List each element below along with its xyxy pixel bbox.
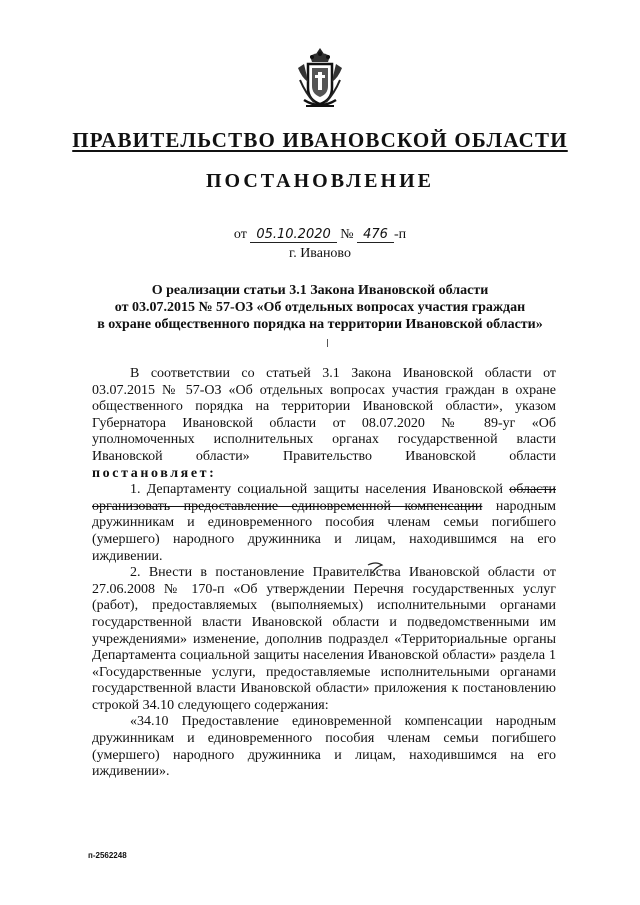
pen-tick <box>327 339 328 347</box>
number-value: 476 <box>357 227 394 243</box>
document-subject <box>0 282 640 333</box>
item-1-start: 1. Департаменту социальной защиты населения Ивановской <box>130 482 503 498</box>
subject-line-1: О реализации статьи 3.1 Закона Ивановской области <box>151 283 489 298</box>
preamble-paragraph <box>92 366 556 482</box>
footer-code: п-2562248 <box>88 851 127 860</box>
date-value: 05.10.2020 <box>250 227 336 243</box>
resolves-word: постановляет: <box>92 465 217 481</box>
document-type: ПОСТАНОВЛЕНИЕ <box>206 170 434 192</box>
date-prefix: от <box>233 227 247 242</box>
quote-paragraph: «34.10 Предоставление единовременной компенсации народным дружинникам и единовременного пособия членам семьи погибшего (умершего) народного дружинника и лицам, находившимся на его иждивении». <box>92 714 556 780</box>
city: г. Иваново <box>289 246 351 261</box>
subject-line-2: от 03.07.2015 № 57-ОЗ «Об отдельных вопросах участия граждан <box>114 300 526 315</box>
item-1-paragraph <box>92 482 556 565</box>
preamble-text: В соответствии со статьей 3.1 Закона Ивановской области от 03.07.2015 № 57-ОЗ «Об отдельных вопросах участия граждан в охране общественного порядка на территории Ивановской области», указом Губернатора Ивановской области от 08.07.2020 № 89-уг «Об уполномоченных исполнительных органах государственной власти Ивановской области» Правительство Ивановской области <box>92 366 556 464</box>
number-suffix: -п <box>393 227 407 242</box>
document-body <box>92 366 556 781</box>
number-sign: № <box>340 227 354 242</box>
date-number-line <box>0 227 640 243</box>
handwritten-mark-icon <box>366 561 386 575</box>
ivanovo-coat-of-arms-icon <box>296 46 344 110</box>
item-2-paragraph: 2. Внести в постановление Правительства Ивановской области от 27.06.2008 № 170-п «Об утверждении Перечня государственных услуг (работ), предоставляемых (выполняемых) исполнительными органами государственной власти Ивановской области и подведомственными им учреждениями» изменение, дополнив подраздел «Территориальные органы Департамента социальной защиты населения Ивановской области» раздела 1 «Государственные услуги, предоставляемые исполнительными органами государственной власти Ивановской области» приложения к постановлению строкой 34.10 следующего содержания: <box>92 565 556 713</box>
subject-line-3: в охране общественного порядка на территории Ивановской области» <box>97 317 543 332</box>
item-1-rest: народным дружинникам и единовременного пособия членам семьи погибшего (умершего) народного дружинника и лицам, находившимся на его иждивении. <box>92 498 557 564</box>
item-1-struck-text: области организовать предоставление единовременной компенсации <box>92 482 556 514</box>
government-title: ПРАВИТЕЛЬСТВО ИВАНОВСКОЙ ОБЛАСТИ <box>72 128 568 152</box>
